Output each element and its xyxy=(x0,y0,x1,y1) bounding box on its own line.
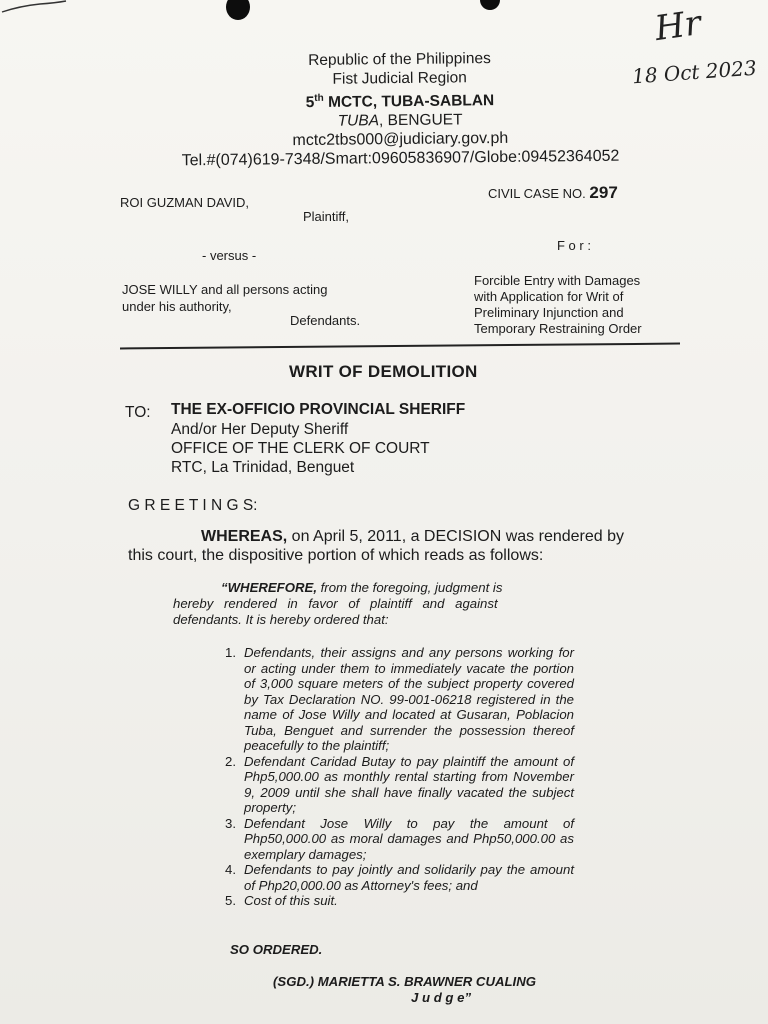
case-number-block xyxy=(488,183,618,203)
punch-hole-right xyxy=(480,0,500,10)
order-list xyxy=(214,645,594,909)
list-item: 5. Cost of this suit. xyxy=(225,893,338,908)
for-label: F o r : xyxy=(557,238,591,253)
addressee-line4: RTC, La Trinidad, Benguet xyxy=(171,459,355,476)
received-date: 18 Oct 2023 xyxy=(631,55,758,89)
list-item: 4. Defendants to pay jointly and solidarily pay the amount of Php20,000.00 as Attorney's fees; and xyxy=(225,862,574,893)
header-region: Fist Judicial Region xyxy=(332,69,467,88)
received-initials: Hr xyxy=(652,3,704,49)
nature-line4: Temporary Restraining Order xyxy=(474,321,642,336)
header-location: TUBA, BENGUET xyxy=(337,111,463,130)
versus-label: - versus - xyxy=(202,248,257,263)
addressee-line3: OFFICE OF THE CLERK OF COURT xyxy=(171,440,430,457)
nature-line3: Preliminary Injunction and xyxy=(474,305,624,320)
pen-mark-icon xyxy=(0,0,70,20)
case-number: 297 xyxy=(589,183,618,202)
plaintiff-label: Plaintiff, xyxy=(303,209,350,224)
addressee-to-label: TO: xyxy=(125,404,151,421)
list-item: 1. Defendants, their assigns and any persons working for or acting under them to immediately vacate the portion of 3,000 square meters of the subject property covered by Tax Declaration NO. 99-001-06218 registered in the name of Jose Willy and located at Gusaran, Poblacion Tuba, Benguet and surrender the possession thereof peacefully to the plaintiff; xyxy=(225,645,574,753)
addressee-line1: THE EX-OFFICIO PROVINCIAL SHERIFF xyxy=(171,401,466,418)
addressee-line2: And/or Her Deputy Sheriff xyxy=(171,421,349,438)
case-label: CIVIL CASE NO. xyxy=(488,186,586,201)
list-item: 2. Defendant Caridad Butay to pay plaintiff the amount of Php5,000.00 as monthly rental starting from November 9, 2009 until she shall have finally vacated the subject property; xyxy=(225,753,574,815)
so-ordered: SO ORDERED. xyxy=(230,942,323,957)
nature-line2: with Application for Writ of xyxy=(474,289,624,304)
defendant-name-line2: under his authority, xyxy=(122,299,232,314)
defendant-name-line1: JOSE WILLY and all persons acting xyxy=(122,282,328,297)
defendant-label: Defendants. xyxy=(290,313,361,328)
decision-line3: defendants. It is hereby ordered that: xyxy=(173,612,389,627)
greetings: G R E E T I N G S: xyxy=(128,497,258,514)
header-phone: Tel.#(074)619-7348/Smart:09605836907/Globe:09452364052 xyxy=(181,147,620,170)
judge-signature: (SGD.) MARIETTA S. BRAWNER CUALING xyxy=(273,974,537,989)
plaintiff-name: ROI GUZMAN DAVID, xyxy=(120,195,250,210)
punch-hole-left xyxy=(226,0,250,20)
judge-title: J u d g e” xyxy=(411,990,472,1005)
court-header xyxy=(119,47,680,171)
whereas-line1: WHEREAS, on April 5, 2011, a DECISION was rendered by xyxy=(201,528,624,545)
header-email: mctc2tbs000@judiciary.gov.ph xyxy=(292,130,509,150)
decision-line2: hereby rendered in favor of plaintiff and against xyxy=(173,596,498,611)
document-title: WRIT OF DEMOLITION xyxy=(289,362,478,381)
nature-line1: Forcible Entry with Damages xyxy=(474,273,641,288)
decision-line1: “WHEREFORE, from the foregoing, judgment is xyxy=(221,580,503,595)
whereas-line2: this court, the dispositive portion of which reads as follows: xyxy=(128,547,544,564)
header-republic: Republic of the Philippines xyxy=(308,50,491,69)
caption-divider xyxy=(120,343,680,350)
header-court: 5th MCTC, TUBA-SABLAN xyxy=(305,92,495,112)
list-item: 3. Defendant Jose Willy to pay the amount of Php50,000.00 as moral damages and Php50,000.00 as exemplary damages; xyxy=(225,815,574,862)
